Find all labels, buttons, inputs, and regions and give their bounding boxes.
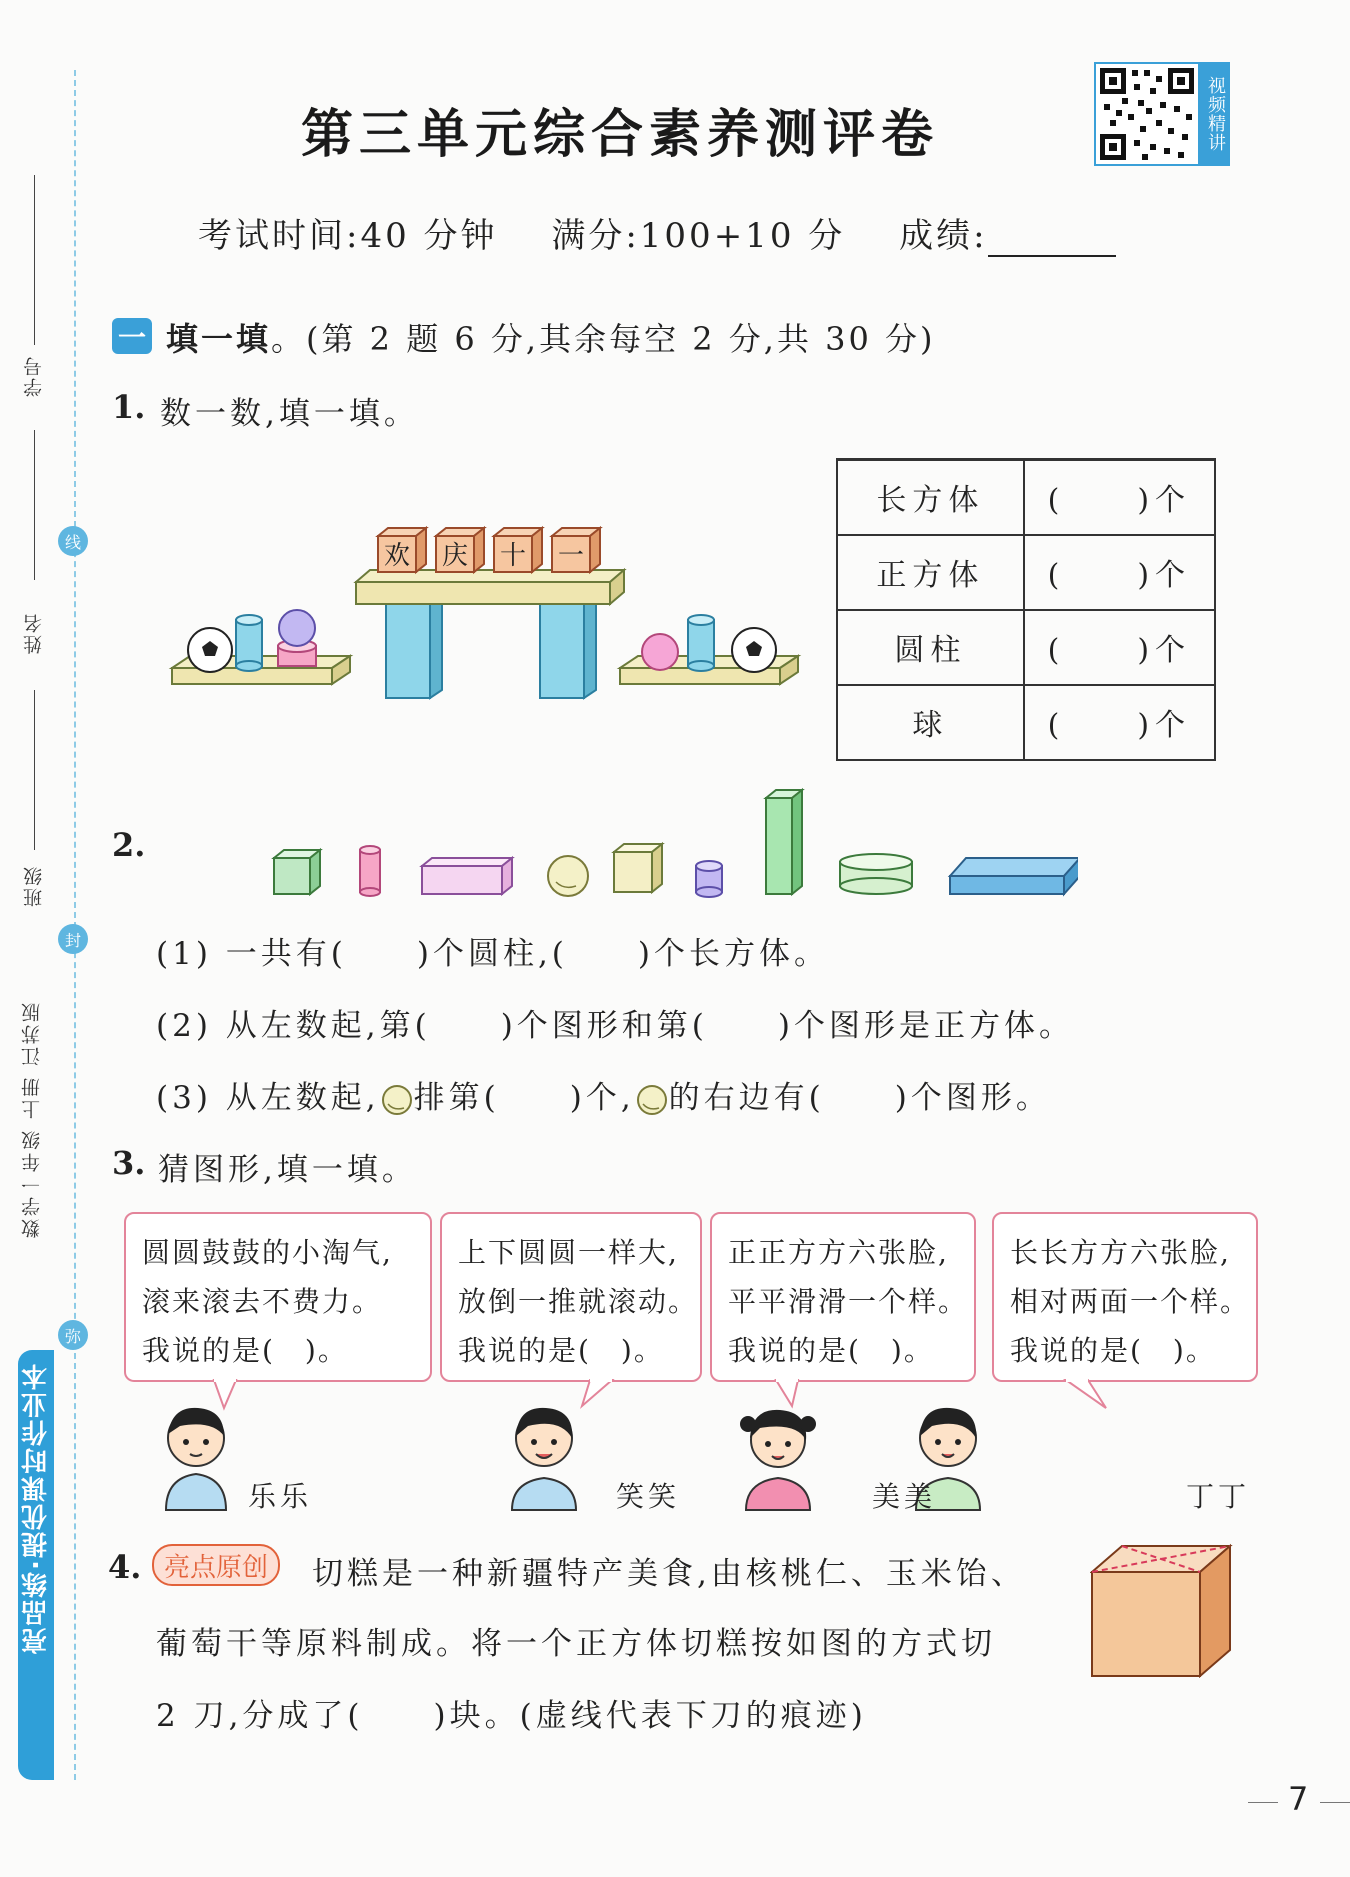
q1-scene-illustration (160, 510, 810, 710)
q2-shapes-row (268, 786, 1078, 902)
section-title: 填一填 (166, 320, 272, 358)
qr-code[interactable] (1094, 62, 1200, 166)
student-no-blank (34, 175, 35, 345)
shape-name: 圆柱 (837, 610, 1024, 685)
answer-blank[interactable]: ( )个 (1024, 610, 1215, 685)
answer-blank[interactable]: ( )个 (1024, 685, 1215, 760)
q2-sub3 (156, 1072, 1051, 1117)
riddle-bubble-2 (440, 1212, 702, 1382)
q1-text: 数一数,填一填。 (160, 396, 419, 432)
answer-blank[interactable]: ( )个 (1024, 460, 1215, 535)
riddle-answer-line[interactable]: 我说的是( )。 (142, 1334, 348, 1367)
score-label: 成绩: (899, 216, 988, 256)
kid-meimei (740, 1410, 816, 1510)
riddle-bubble-3 (710, 1212, 976, 1382)
book-info: 数学一年级 上册 江苏版 (21, 1000, 43, 1239)
q1-number: 1. (112, 388, 146, 426)
shape-name: 正方体 (837, 535, 1024, 610)
riddle-line: 相对两面一个样。 (1010, 1285, 1251, 1318)
q2-sub3-part3: 的右边有( )个图形。 (668, 1080, 1051, 1116)
block-char-4: 一 (557, 541, 585, 571)
riddle-line: 滚来滚去不费力。 (142, 1285, 383, 1318)
video-tag: 视频精讲 (1200, 62, 1230, 166)
shape-2-cylinder (360, 846, 380, 896)
shape-5-cube (614, 844, 662, 892)
exam-time: 考试时间:40 分钟 (198, 216, 498, 256)
page-number: 7 (1288, 1780, 1309, 1818)
shape-9-flat-cuboid (950, 858, 1078, 894)
section-badge: 一 (112, 318, 152, 354)
kid-xiaoxiao (512, 1408, 576, 1510)
speaker-name-1: 乐乐 (248, 1480, 313, 1513)
shape-4-ball (548, 856, 588, 896)
shape-7-tall-cuboid (766, 790, 802, 894)
section-heading (166, 314, 936, 360)
riddle-bubble-1 (124, 1212, 432, 1382)
full-score: 满分:100+10 分 (551, 216, 846, 256)
brand-strip: 亮品练·提优课时作业本 (18, 1350, 54, 1780)
block-char-3: 十 (499, 541, 527, 571)
riddle-line: 长长方方六张脸, (1010, 1236, 1231, 1269)
riddle-line: 上下圆圆一样大, (458, 1236, 679, 1269)
pink-ball (642, 634, 678, 670)
shape-name: 长方体 (837, 460, 1024, 535)
riddle-line: 放倒一推就滚动。 (458, 1285, 699, 1318)
name-blank-upper (34, 430, 35, 580)
page-number-rule-right (1320, 1802, 1350, 1803)
original-tag: 亮点原创 (152, 1544, 280, 1586)
bridge-leg-left (386, 600, 430, 698)
seal-mark: 封 (58, 924, 88, 954)
block-char-2: 庆 (441, 541, 469, 571)
riddle-line: 圆圆鼓鼓的小淘气, (142, 1236, 393, 1269)
page-number-rule-left (1248, 1802, 1278, 1803)
q2-sub3-part2: 排第( )个, (413, 1080, 635, 1116)
purple-ball (279, 610, 315, 646)
cylinder-left (236, 620, 262, 666)
q2-sub2: (2) 从左数起,第( )个图形和第( )个图形是正方体。 (156, 1008, 1074, 1044)
bridge-leg-right (540, 600, 584, 698)
q3-number: 3. (112, 1144, 146, 1182)
name-label: 姓名 (23, 612, 45, 654)
riddle-answer-line[interactable]: 我说的是( )。 (458, 1334, 664, 1367)
riddle-answer-line[interactable]: 我说的是( )。 (728, 1334, 934, 1367)
section-note: 。(第 2 题 6 分,其余每空 2 分,共 30 分) (271, 320, 936, 358)
class-blank (34, 690, 35, 850)
q2-number: 2. (112, 826, 146, 864)
riddle-line: 平平滑滑一个样。 (728, 1285, 969, 1318)
exam-meta (198, 208, 1156, 257)
q2-sub1: (1) 一共有( )个圆柱,( )个长方体。 (156, 936, 829, 972)
q4-line3: 2 刀,分成了( )块。(虚线代表下刀的痕迹) (156, 1698, 867, 1734)
table-row (837, 460, 1215, 535)
speaker-name-2: 笑笑 (616, 1480, 681, 1513)
q4-line1: 切糕是一种新疆特产美食,由核桃仁、玉米饴、 (312, 1556, 1026, 1592)
speaker-name-4: 丁丁 (1186, 1480, 1251, 1513)
qr-code-icon (1096, 64, 1198, 164)
ball-icon (380, 1083, 414, 1117)
shape-3-cuboid (422, 858, 512, 894)
shape-6-cylinder (696, 861, 722, 897)
page-title: 第三单元综合素养测评卷 (300, 104, 939, 165)
table-row (837, 610, 1215, 685)
table-row (837, 685, 1215, 760)
riddle-answer-line[interactable]: 我说的是( )。 (1010, 1334, 1216, 1367)
q3-text: 猜图形,填一填。 (158, 1152, 417, 1188)
answer-blank[interactable]: ( )个 (1024, 535, 1215, 610)
cake-cube-illustration (1090, 1542, 1236, 1678)
kid-lele (166, 1408, 226, 1510)
count-table (836, 458, 1216, 761)
shape-name: 球 (837, 685, 1024, 760)
student-no-label: 学号 (23, 355, 45, 397)
riddle-bubble-4 (992, 1212, 1258, 1382)
q4-number: 4. (108, 1548, 142, 1586)
class-label: 班级 (23, 865, 45, 907)
shape-8-flat-cylinder (840, 854, 912, 894)
ball-icon (635, 1083, 669, 1117)
shape-1-cube (274, 850, 320, 894)
cylinder-right (688, 620, 714, 666)
score-blank[interactable] (988, 227, 1116, 257)
table-row (837, 535, 1215, 610)
riddle-line: 正正方方六张脸, (728, 1236, 949, 1269)
q4-line2: 葡萄干等原料制成。将一个正方体切糕按如图的方式切 (156, 1626, 996, 1662)
speaker-name-3: 美美 (872, 1480, 937, 1513)
seal-mark-2: 弥 (58, 1320, 88, 1350)
line-mark: 线 (58, 526, 88, 556)
q2-sub3-part1: (3) 从左数起, (156, 1080, 380, 1116)
block-char-1: 欢 (383, 541, 411, 571)
